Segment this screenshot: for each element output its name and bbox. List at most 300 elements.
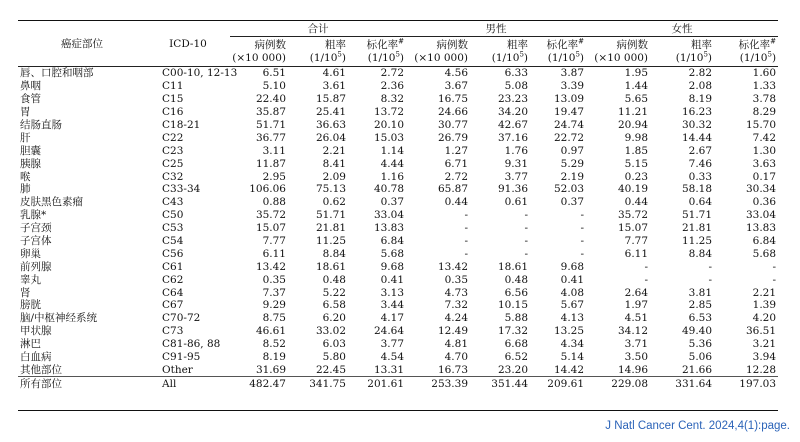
value-cell: 21.81 xyxy=(315,222,346,235)
value-cell: 351.44 xyxy=(470,377,530,390)
icd-code-cell: C54 xyxy=(162,235,184,248)
value-cell: 3.61 xyxy=(322,80,346,93)
value-cell: 106.06 xyxy=(249,183,286,196)
value-cell: 31.69 xyxy=(255,363,286,376)
value-cell: 13.31 xyxy=(373,363,405,376)
value-cell: 0.48 xyxy=(504,273,529,286)
cancer-site-cell: 卵巢 xyxy=(20,247,41,260)
value-cell: 26.04 xyxy=(315,131,346,144)
value-cell: 13.25 xyxy=(553,325,585,338)
value-cell: 1.27 xyxy=(444,144,469,157)
value-cell: - xyxy=(524,247,529,260)
value-cell: 8.84 xyxy=(322,247,346,260)
cancer-site-cell: 甲状腺 xyxy=(20,325,52,338)
value-cell: 11.25 xyxy=(315,235,346,248)
value-cell: 15.70 xyxy=(745,119,777,131)
value-cell: 26.79 xyxy=(437,131,469,144)
icd-code-cell: C18-21 xyxy=(162,119,201,131)
value-cell: 5.88 xyxy=(504,312,529,325)
value-cell: 9.98 xyxy=(624,131,649,144)
value-cell: 23.23 xyxy=(497,93,529,106)
value-cell: - xyxy=(580,247,585,260)
value-cell: 482.47 xyxy=(230,377,288,390)
value-cell: 0.61 xyxy=(504,196,529,209)
value-cell: 12.28 xyxy=(745,363,777,376)
value-cell: 1.14 xyxy=(380,144,405,157)
value-cell: 5.29 xyxy=(560,157,585,170)
value-cell: 14.44 xyxy=(681,131,713,144)
value-cell: 3.21 xyxy=(752,338,777,351)
value-cell: 18.61 xyxy=(497,260,529,273)
value-cell: 5.80 xyxy=(322,351,346,364)
table-row xyxy=(18,93,778,106)
value-cell: 36.51 xyxy=(745,325,777,338)
value-cell: 4.70 xyxy=(444,351,469,364)
value-cell: 1.44 xyxy=(624,80,649,93)
value-cell: 2.85 xyxy=(688,299,713,312)
value-cell: 4.61 xyxy=(322,67,346,80)
table-row xyxy=(18,209,778,222)
value-cell: 0.36 xyxy=(752,196,777,209)
value-cell: 341.75 xyxy=(288,377,348,390)
value-cell: 6.33 xyxy=(504,67,529,80)
value-cell: 40.78 xyxy=(373,183,405,196)
table-row xyxy=(18,106,778,119)
value-cell: 46.61 xyxy=(255,325,286,338)
icd-code-cell: C70-72 xyxy=(162,312,201,325)
value-cell: 24.66 xyxy=(437,106,469,119)
value-cell: 5.36 xyxy=(688,338,713,351)
value-cell: 0.88 xyxy=(262,196,286,209)
value-cell: 3.87 xyxy=(560,67,585,80)
table-row xyxy=(18,312,778,325)
value-cell: 3.13 xyxy=(380,286,405,299)
value-cell: - xyxy=(464,247,469,260)
value-cell: 7.32 xyxy=(444,299,469,312)
value-cell: 1.76 xyxy=(504,144,529,157)
table-row xyxy=(18,131,778,144)
value-cell: 1.85 xyxy=(624,144,649,157)
value-cell: - xyxy=(464,209,469,222)
subheader-cases-total: 病例数 (×10 000) xyxy=(232,38,286,64)
value-cell: 2.64 xyxy=(624,286,649,299)
value-cell: 36.77 xyxy=(255,131,286,144)
value-cell: 16.23 xyxy=(681,106,713,119)
table-row xyxy=(18,235,778,248)
value-cell: 6.71 xyxy=(444,157,469,170)
value-cell: 3.67 xyxy=(444,80,469,93)
value-cell: 2.67 xyxy=(688,144,713,157)
value-cell: 2.09 xyxy=(322,170,346,183)
value-cell: 24.64 xyxy=(373,325,405,338)
icd-code-cell: C43 xyxy=(162,196,184,209)
value-cell: 51.71 xyxy=(255,119,286,131)
value-cell: 0.17 xyxy=(752,170,777,183)
value-cell: 3.77 xyxy=(380,338,405,351)
value-cell: 35.72 xyxy=(255,209,286,222)
value-cell: 4.13 xyxy=(560,312,585,325)
value-cell: 2.21 xyxy=(752,286,777,299)
cancer-site-cell: 皮肤黑色素瘤 xyxy=(20,196,83,209)
value-cell: 3.63 xyxy=(752,157,777,170)
cancer-site-cell: 膀胱 xyxy=(20,299,41,312)
cancer-site-cell: 睾丸 xyxy=(20,273,41,286)
value-cell: - xyxy=(524,222,529,235)
table-row xyxy=(18,273,778,286)
cancer-site-cell: 子宫体 xyxy=(20,235,52,248)
value-cell: 7.42 xyxy=(752,131,777,144)
value-cell: 9.29 xyxy=(262,299,286,312)
value-cell: - xyxy=(772,273,777,286)
value-cell: 33.02 xyxy=(315,325,346,338)
value-cell: 0.41 xyxy=(380,273,405,286)
table-row xyxy=(18,338,778,351)
value-cell: 91.36 xyxy=(497,183,529,196)
value-cell: 0.41 xyxy=(560,273,585,286)
cancer-site-cell: 子宫颈 xyxy=(20,222,52,235)
icd-code-cell: C32 xyxy=(162,170,184,183)
value-cell: 0.64 xyxy=(688,196,713,209)
value-cell: 8.32 xyxy=(380,93,405,106)
value-cell: 22.45 xyxy=(315,363,346,376)
subheader-cases-male: 病例数 (×10 000) xyxy=(414,38,469,64)
value-cell: - xyxy=(464,222,469,235)
table-row xyxy=(18,183,778,196)
value-cell: 4.54 xyxy=(380,351,405,364)
value-cell: 0.23 xyxy=(624,170,649,183)
value-cell: 7.37 xyxy=(262,286,286,299)
value-cell: 11.25 xyxy=(681,235,713,248)
table-row xyxy=(18,80,778,93)
value-cell: - xyxy=(644,260,649,273)
value-cell: 42.67 xyxy=(497,119,529,131)
value-cell: 6.68 xyxy=(504,338,529,351)
table-row xyxy=(18,157,778,170)
value-cell: 5.15 xyxy=(624,157,649,170)
icd-code-cell: C62 xyxy=(162,273,184,286)
value-cell: 5.10 xyxy=(262,80,286,93)
header-group-female: 女性 xyxy=(586,21,778,37)
cancer-site-cell: 鼻咽 xyxy=(20,80,41,93)
table-row xyxy=(18,247,778,260)
value-cell: 21.66 xyxy=(681,363,713,376)
value-cell: 35.87 xyxy=(255,106,286,119)
value-cell: 19.47 xyxy=(553,106,585,119)
value-cell: 6.20 xyxy=(322,312,346,325)
value-cell: 33.04 xyxy=(373,209,405,222)
value-cell: 30.34 xyxy=(745,183,777,196)
value-cell: 18.61 xyxy=(315,260,346,273)
value-cell: 5.68 xyxy=(380,247,405,260)
header-group-male: 男性 xyxy=(406,21,586,37)
value-cell: 13.83 xyxy=(745,222,777,235)
value-cell: 10.15 xyxy=(497,299,529,312)
cancer-site-cell: 乳腺* xyxy=(20,209,47,222)
value-cell: 34.20 xyxy=(497,106,529,119)
icd-code-cell: C15 xyxy=(162,93,184,106)
value-cell: 5.08 xyxy=(504,80,529,93)
value-cell: 0.97 xyxy=(560,144,585,157)
value-cell: 12.49 xyxy=(437,325,469,338)
value-cell: 11.21 xyxy=(617,106,649,119)
value-cell: - xyxy=(580,222,585,235)
subheader-crude-total: 粗率 $(1/10^5)$ xyxy=(309,38,346,64)
value-cell: 5.65 xyxy=(624,93,649,106)
value-cell: 1.33 xyxy=(752,80,777,93)
value-cell: 0.35 xyxy=(262,273,286,286)
value-cell: 2.36 xyxy=(380,80,405,93)
value-cell: 36.63 xyxy=(315,119,346,131)
value-cell: - xyxy=(464,235,469,248)
cancer-site-cell: 脑/中枢神经系统 xyxy=(20,312,98,325)
value-cell: 22.40 xyxy=(255,93,286,106)
value-cell: 15.07 xyxy=(255,222,286,235)
value-cell: 3.11 xyxy=(262,144,286,157)
value-cell: 35.72 xyxy=(617,209,649,222)
value-cell: 75.13 xyxy=(315,183,346,196)
value-cell: 8.52 xyxy=(262,338,286,351)
subheader-asr-female: 标化率# $(1/10^5)$ xyxy=(738,37,777,64)
value-cell: 5.14 xyxy=(560,351,585,364)
icd-code-cell: C61 xyxy=(162,260,184,273)
value-cell: 3.44 xyxy=(380,299,405,312)
value-cell: 6.56 xyxy=(504,286,529,299)
value-cell: 3.94 xyxy=(752,351,777,364)
value-cell: 3.78 xyxy=(752,93,777,106)
value-cell: 5.06 xyxy=(688,351,713,364)
value-cell: 6.84 xyxy=(380,235,405,248)
value-cell: 5.68 xyxy=(752,247,777,260)
icd-code-cell: C11 xyxy=(162,80,184,93)
value-cell: 20.94 xyxy=(617,119,649,131)
value-cell: 2.21 xyxy=(322,144,346,157)
value-cell: 0.44 xyxy=(444,196,469,209)
subheader-asr-male: 标化率# $(1/10^5)$ xyxy=(546,37,585,64)
value-cell: 24.74 xyxy=(553,119,585,131)
cancer-incidence-table xyxy=(18,21,778,390)
value-cell: 9.68 xyxy=(560,260,585,273)
value-cell: - xyxy=(524,235,529,248)
value-cell: 16.75 xyxy=(437,93,469,106)
icd-code-cell: C25 xyxy=(162,157,184,170)
value-cell: 7.77 xyxy=(262,235,286,248)
table-row xyxy=(18,325,778,338)
cancer-site-cell: 肺 xyxy=(20,183,31,196)
value-cell: 14.42 xyxy=(553,363,585,376)
value-cell: 13.09 xyxy=(553,93,585,106)
value-cell: 15.07 xyxy=(617,222,649,235)
table-row xyxy=(18,196,778,209)
value-cell: 4.08 xyxy=(560,286,585,299)
value-cell: 6.11 xyxy=(624,247,649,260)
table-row xyxy=(18,144,778,157)
value-cell: 30.32 xyxy=(681,119,713,131)
value-cell: 6.03 xyxy=(322,338,346,351)
value-cell: 13.72 xyxy=(373,106,405,119)
value-cell: 3.50 xyxy=(624,351,649,364)
value-cell: 2.95 xyxy=(262,170,286,183)
cancer-site-cell: 结肠直肠 xyxy=(20,119,62,131)
value-cell: 0.37 xyxy=(380,196,405,209)
icd-code-cell: C91-95 xyxy=(162,351,201,364)
value-cell: 52.03 xyxy=(553,183,585,196)
value-cell: 197.03 xyxy=(714,377,778,390)
table-row xyxy=(18,377,778,390)
icd-code-cell: C22 xyxy=(162,131,184,144)
cancer-site-cell: 胃 xyxy=(20,106,31,119)
value-cell: 0.33 xyxy=(688,170,713,183)
value-cell: 21.81 xyxy=(681,222,713,235)
value-cell: 201.61 xyxy=(348,377,406,390)
value-cell: 9.68 xyxy=(380,260,405,273)
value-cell: 1.39 xyxy=(752,299,777,312)
subheader-crude-female: 粗率 $(1/10^5)$ xyxy=(675,38,713,64)
value-cell: 4.20 xyxy=(752,312,777,325)
value-cell: 7.77 xyxy=(624,235,649,248)
icd-code-cell: C50 xyxy=(162,209,184,222)
value-cell: 7.46 xyxy=(688,157,713,170)
bottom-rule xyxy=(18,410,778,411)
value-cell: 0.48 xyxy=(322,273,346,286)
value-cell: 30.77 xyxy=(437,119,469,131)
value-cell: 14.96 xyxy=(617,363,649,376)
table-row xyxy=(18,363,778,376)
value-cell: 13.83 xyxy=(373,222,405,235)
value-cell: 34.12 xyxy=(617,325,649,338)
value-cell: - xyxy=(644,273,649,286)
value-cell: 4.17 xyxy=(380,312,405,325)
cancer-site-cell: 所有部位 xyxy=(18,377,146,390)
value-cell: 25.41 xyxy=(315,106,346,119)
value-cell: 8.19 xyxy=(688,93,713,106)
value-cell: 0.44 xyxy=(624,196,649,209)
icd-code-cell: C64 xyxy=(162,286,184,299)
cancer-site-cell: 食管 xyxy=(20,93,41,106)
value-cell: 1.60 xyxy=(752,67,777,80)
table-row xyxy=(18,222,778,235)
value-cell: - xyxy=(580,209,585,222)
header-icd: ICD-10 xyxy=(169,37,207,50)
cancer-site-cell: 其他部位 xyxy=(20,363,62,376)
value-cell: 4.73 xyxy=(444,286,469,299)
icd-code-cell: C56 xyxy=(162,247,184,260)
value-cell: 8.84 xyxy=(688,247,713,260)
cancer-site-cell: 喉 xyxy=(20,170,31,183)
value-cell: 6.11 xyxy=(262,247,286,260)
value-cell: 4.24 xyxy=(444,312,469,325)
value-cell: 16.73 xyxy=(437,363,469,376)
value-cell: 37.16 xyxy=(497,131,529,144)
value-cell: 6.52 xyxy=(504,351,529,364)
value-cell: 15.03 xyxy=(373,131,405,144)
value-cell: 13.42 xyxy=(255,260,286,273)
cancer-site-cell: 肝 xyxy=(20,131,31,144)
icd-code-cell: C73 xyxy=(162,325,184,338)
value-cell: 13.42 xyxy=(437,260,469,273)
value-cell: 58.18 xyxy=(681,183,713,196)
value-cell: 15.87 xyxy=(315,93,346,106)
value-cell: 4.51 xyxy=(624,312,649,325)
table-body xyxy=(18,67,778,391)
cancer-site-cell: 肾 xyxy=(20,286,31,299)
value-cell: 3.81 xyxy=(688,286,713,299)
value-cell: 4.34 xyxy=(560,338,585,351)
value-cell: - xyxy=(772,260,777,273)
value-cell: 2.72 xyxy=(444,170,469,183)
value-cell: 0.62 xyxy=(322,196,346,209)
value-cell: 17.32 xyxy=(497,325,529,338)
value-cell: 8.41 xyxy=(322,157,346,170)
value-cell: 1.30 xyxy=(752,144,777,157)
cancer-site-cell: 淋巴 xyxy=(20,338,41,351)
header-site: 癌症部位 xyxy=(61,37,103,50)
icd-code-cell: C23 xyxy=(162,144,184,157)
icd-code-cell: C53 xyxy=(162,222,184,235)
value-cell: 3.77 xyxy=(504,170,529,183)
icd-code-cell: C67 xyxy=(162,299,184,312)
citation-text: J Natl Cancer Cent. 2024,4(1):page. xyxy=(605,420,790,432)
value-cell: 49.40 xyxy=(681,325,713,338)
value-cell: 6.53 xyxy=(688,312,713,325)
value-cell: 11.87 xyxy=(255,157,286,170)
subheader-asr-total: 标化率# $(1/10^5)$ xyxy=(366,37,405,64)
table-row xyxy=(18,351,778,364)
cancer-site-cell: 唇、口腔和咽部 xyxy=(20,67,94,80)
value-cell: 20.10 xyxy=(373,119,405,131)
header-group-total: 合计 xyxy=(230,21,406,37)
subheader-cases-female: 病例数 (×10 000) xyxy=(594,38,649,64)
value-cell: 65.87 xyxy=(437,183,469,196)
value-cell: - xyxy=(580,235,585,248)
value-cell: 40.19 xyxy=(617,183,649,196)
icd-code-cell: C81-86, 88 xyxy=(162,338,221,351)
value-cell: 9.31 xyxy=(504,157,529,170)
value-cell: 4.44 xyxy=(380,157,405,170)
value-cell: 6.58 xyxy=(322,299,346,312)
table-row xyxy=(18,299,778,312)
value-cell: 8.19 xyxy=(262,351,286,364)
cancer-site-cell: 胆囊 xyxy=(20,144,41,157)
value-cell: 6.84 xyxy=(752,235,777,248)
value-cell: 1.16 xyxy=(380,170,405,183)
value-cell: - xyxy=(708,260,713,273)
table-row xyxy=(18,170,778,183)
subheader-crude-male: 粗率 $(1/10^5)$ xyxy=(491,38,529,64)
value-cell: 23.20 xyxy=(497,363,529,376)
table-row xyxy=(18,119,778,132)
value-cell: 22.72 xyxy=(553,131,585,144)
value-cell: 1.95 xyxy=(624,67,649,80)
icd-code-cell: All xyxy=(146,377,230,390)
icd-code-cell: C33-34 xyxy=(162,183,201,196)
cancer-site-cell: 前列腺 xyxy=(20,260,52,273)
value-cell: 331.64 xyxy=(650,377,714,390)
value-cell: 1.97 xyxy=(624,299,649,312)
value-cell: 8.75 xyxy=(262,312,286,325)
value-cell: 33.04 xyxy=(745,209,777,222)
value-cell: 2.08 xyxy=(688,80,713,93)
table-row xyxy=(18,286,778,299)
icd-code-cell: C00-10, 12-13 xyxy=(162,67,238,80)
value-cell: 2.72 xyxy=(380,67,405,80)
value-cell: 51.71 xyxy=(681,209,713,222)
value-cell: 8.29 xyxy=(752,106,777,119)
cancer-site-cell: 白血病 xyxy=(20,351,52,364)
value-cell: 5.67 xyxy=(560,299,585,312)
icd-code-cell: C16 xyxy=(162,106,184,119)
value-cell: 209.61 xyxy=(530,377,586,390)
value-cell: 51.71 xyxy=(315,209,346,222)
